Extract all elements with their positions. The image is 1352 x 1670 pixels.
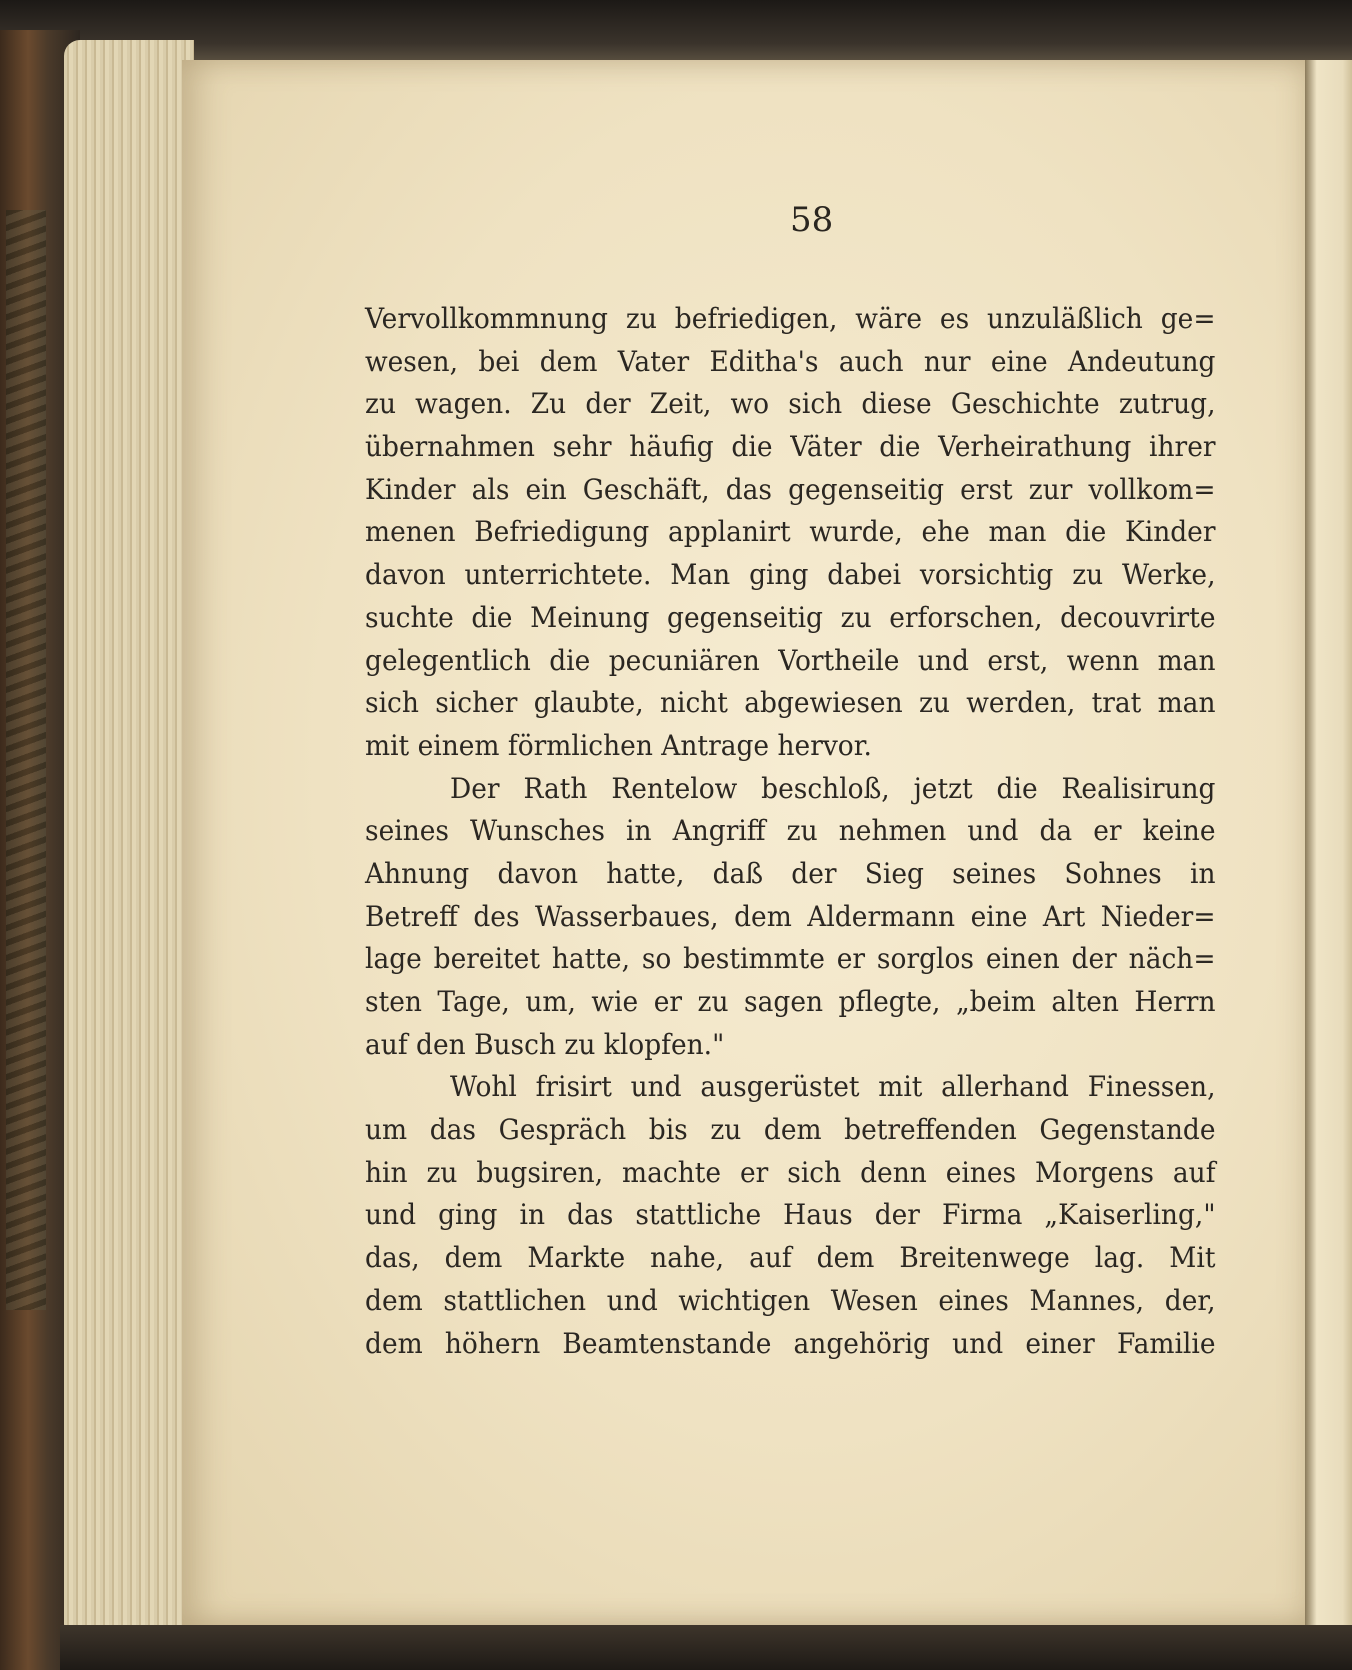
text-line: seines Wunsches in Angriff zu nehmen und da er keine xyxy=(365,814,1216,848)
text-line: auf den Busch zu klopfen." xyxy=(365,1027,725,1061)
book-top-edge xyxy=(0,0,1352,62)
text-line: Vervollkommnung zu befriedigen, wäre es unzuläßlich ge= xyxy=(365,302,1216,335)
text-line: dem stattlichen und wichtigen Wesen eines Mannes, der, xyxy=(365,1283,1216,1317)
text-line: um das Gespräch bis zu dem betreffenden Gegenstande xyxy=(365,1113,1216,1147)
text-line: wesen, bei dem Vater Editha's auch nur eine Andeutung xyxy=(365,344,1216,378)
text-line: menen Befriedigung applanirt wurde, ehe man die Kinder xyxy=(365,515,1216,549)
book-gutter-right xyxy=(1305,60,1352,1630)
text-line: hin zu bugsiren, machte er sich denn eines Morgens auf xyxy=(365,1155,1216,1189)
page-number: 58 xyxy=(790,200,834,240)
text-line: übernahmen sehr häufig die Väter die Verheirathung ihrer xyxy=(365,430,1216,464)
text-line: sten Tage, um, wie er zu sagen pflegte, „beim alten Herrn xyxy=(365,985,1216,1018)
text-line: zu wagen. Zu der Zeit, wo sich diese Geschichte zutrug, xyxy=(365,387,1216,421)
text-line: gelegentlich die pecuniären Vortheile und erst, wenn man xyxy=(365,643,1216,677)
page-stack-edge xyxy=(64,40,194,1640)
text-line: Der Rath Rentelow beschloß, jetzt die Realisirung xyxy=(450,771,1216,805)
book-bottom-edge xyxy=(60,1625,1352,1670)
text-line: Wohl frisirt und ausgerüstet mit allerhand Finessen, xyxy=(450,1070,1216,1104)
text-line: suchte die Meinung gegenseitig zu erforschen, decouvrirte xyxy=(365,600,1216,634)
text-line: sich sicher glaubte, nicht abgewiesen zu werden, trat man xyxy=(365,686,1216,720)
text-line: dem höhern Beamtenstande angehörig und einer Familie xyxy=(365,1326,1216,1360)
text-line: Betreff des Wasserbaues, dem Aldermann eine Art Nieder= xyxy=(365,899,1216,933)
text-line: und ging in das stattliche Haus der Firma „Kaiserling," xyxy=(365,1198,1216,1232)
text-line: Kinder als ein Geschäft, das gegenseitig erst zur vollkom= xyxy=(365,472,1216,506)
text-line: Ahnung davon hatte, daß der Sieg seines Sohnes in xyxy=(365,856,1216,890)
text-line: davon unterrichtete. Man ging dabei vorsichtig zu Werke, xyxy=(365,558,1216,592)
body-text xyxy=(365,298,1216,1365)
text-line: das, dem Markte nahe, auf dem Breitenwege lag. Mit xyxy=(365,1241,1216,1275)
text-line: mit einem förmlichen Antrage hervor. xyxy=(365,728,872,762)
text-line: lage bereitet hatte, so bestimmte er sorglos einen der näch= xyxy=(365,942,1216,976)
